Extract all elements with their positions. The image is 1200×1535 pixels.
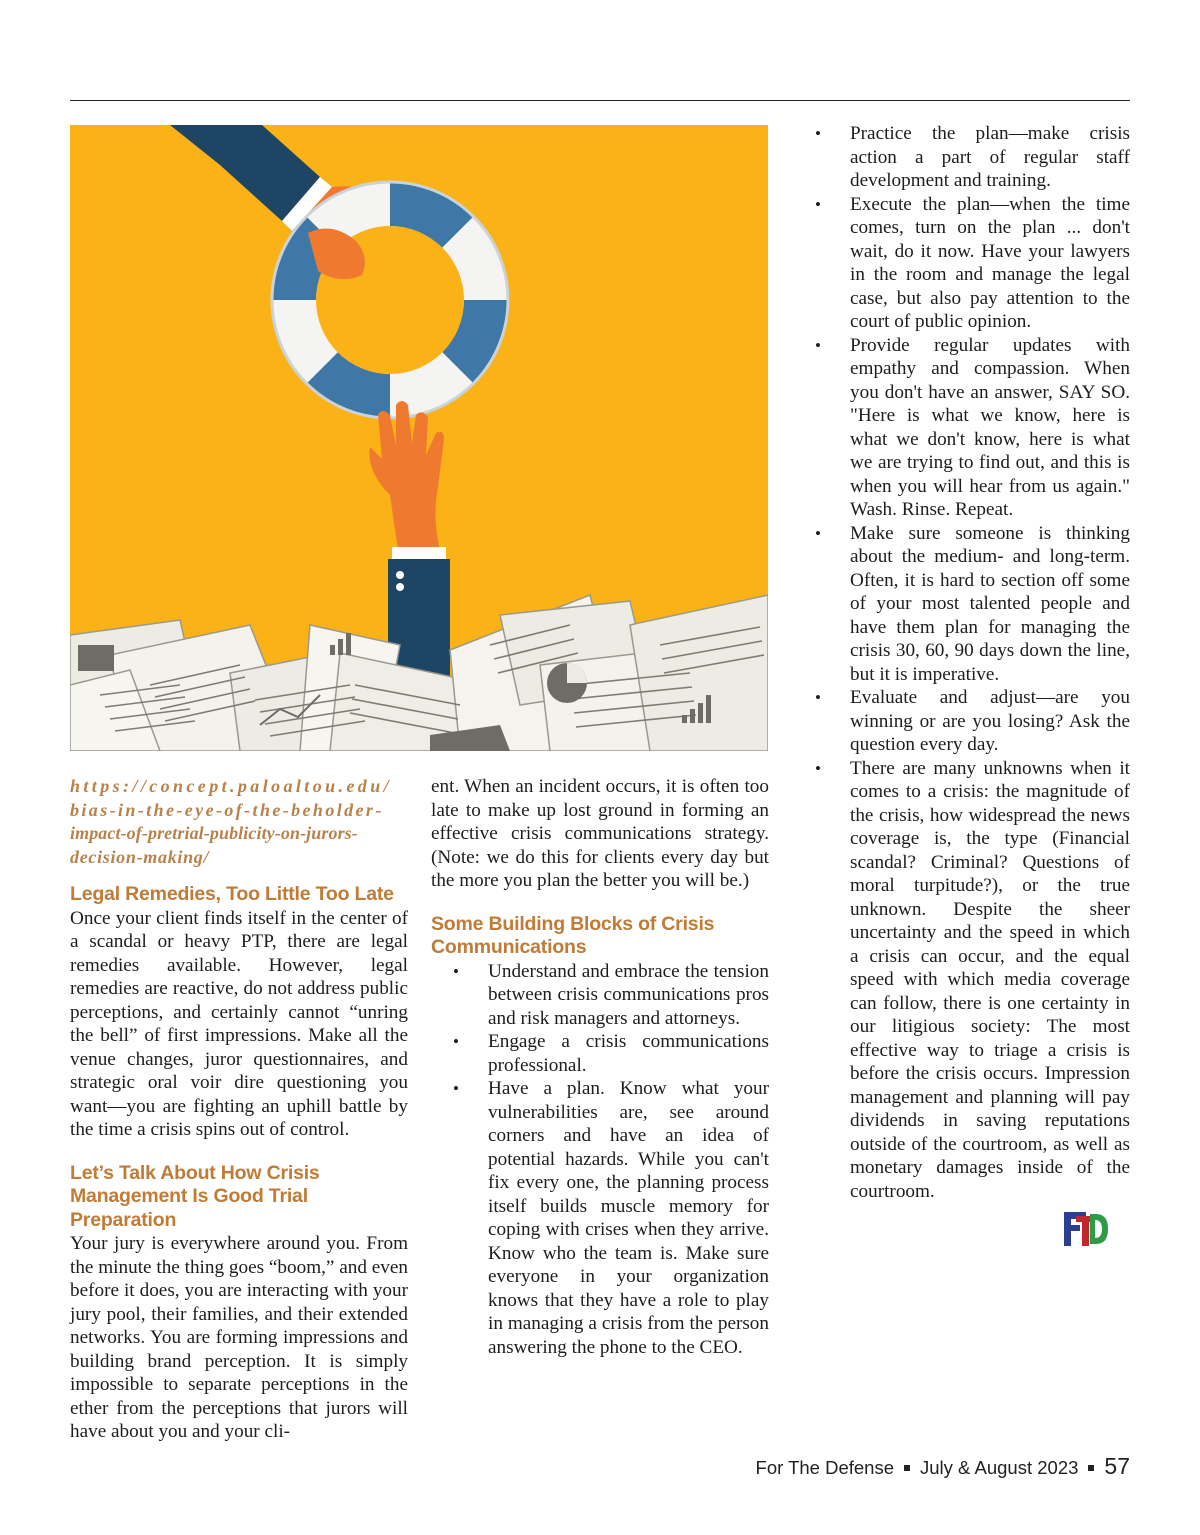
list-item: • Understand and embrace the tension between crisis communications pros and risk managers and attorneys. — [431, 960, 769, 1031]
building-blocks-list — [431, 960, 769, 1360]
url-line-4: decision-making/ — [70, 846, 210, 867]
section-heading-building-blocks: Some Building Blocks of Crisis Communications — [431, 912, 715, 958]
url-line-2: bias-in-the-eye-of-the-beholder- — [70, 799, 384, 820]
continuation-paragraph: ent. When an incident occurs, it is often too late to make up lost ground in forming an effective crisis communications strategy. (Note: we do this for clients every day but the more you plan the better you will be.) — [431, 776, 769, 891]
separator-square-icon — [904, 1465, 910, 1471]
url-line-1: https://concept.paloaltou.edu/ — [70, 776, 393, 796]
source-url[interactable] — [70, 775, 408, 869]
lifebuoy-icon — [272, 182, 508, 418]
section-heading-crisis-management: Let’s Talk About How Crisis Management Is Good Trial Preparation — [70, 1161, 320, 1231]
list-item: • There are many unknowns when it comes to a crisis: the magnitude of the crisis, how widespread the news coverage is, the type (Financial scandal? Criminal? Questions of moral turpitude?), or the true unknown. Despite the sheer uncertainty and the speed in which a crisis can occur, and the equal speed with which media coverage can follow, there is one certainty in our litigious society: The most effective way to triage a crisis is before the crisis occurs. Impression management and planning will pay dividends in saving reputations outside of the courtroom, as well as monetary damages inside of the courtroom. — [815, 757, 1130, 1204]
left-column — [70, 775, 408, 1444]
page-number: 57 — [1104, 1453, 1130, 1479]
page-footer — [756, 1453, 1130, 1480]
right-column — [815, 122, 1130, 1203]
list-item: • Evaluate and adjust—are you winning or are you losing? Ask the question every day. — [815, 686, 1130, 757]
list-item: • Engage a crisis communications professional. — [431, 1030, 769, 1077]
crisis-management-paragraph: Your jury is everywhere around you. From the minute the thing goes “boom,” and even before it does, you are interacting with your jury pool, their families, and their extended networks. You are forming impressions and building brand perception. It is simply impossible to separate perceptions in the ether from the perceptions that jurors will have about you and your cli- — [70, 1233, 408, 1442]
url-line-3: impact-of-pretrial-publicity-on-jurors- — [70, 823, 358, 843]
top-rule — [70, 100, 1130, 101]
lifebuoy-rescue-illustration — [70, 125, 768, 751]
list-item: • Have a plan. Know what your vulnerabilities are, see around corners and have an idea of potential hazards. While you can't fix every one, the planning process itself builds muscle memory for coping with crises when they arrive. Know who the team is. Make sure everyone in your organization knows that they have a role to play in managing a crisis from the person answering the phone to the CEO. — [431, 1077, 769, 1359]
publication-name: For The Defense — [755, 1457, 895, 1478]
issue-date: July & August 2023 — [920, 1457, 1079, 1478]
list-item: • Execute the plan—when the time comes, turn on the plan ... don't wait, do it now. Have your lawyers in the room and manage the legal case, but also pay attention to the court of public opinion. — [815, 193, 1130, 334]
ftd-logo-icon — [1064, 1212, 1108, 1246]
list-item: • Practice the plan—make crisis action a part of regular staff development and training. — [815, 122, 1130, 193]
list-item: • Provide regular updates with empathy and compassion. When you don't have an answer, SAY SO. "Here is what we know, here is what we don't know, here is what we are trying to find out, and this is when you will hear from us again." Wash. Rinse. Repeat. — [815, 334, 1130, 522]
building-blocks-list-continued — [815, 122, 1130, 1203]
legal-remedies-paragraph: Once your client finds itself in the center of a scandal or heavy PTP, there are legal remedies available. However, legal remedies are reactive, do not address public perceptions, and certainly cannot “unring the bell” of first impressions. Make all the venue changes, juror questionnaires, and strategic oral voir dire questioning you want—you are fighting an uphill battle by the time a crisis spins out of control. — [70, 907, 408, 1140]
middle-column — [431, 775, 769, 1359]
separator-square-icon — [1088, 1465, 1094, 1471]
list-item: • Make sure someone is thinking about the medium- and long-term. Often, it is hard to section off some of your most talented people and have them plan for managing the crisis 30, 60, 90 days down the line, but it is imperative. — [815, 522, 1130, 687]
section-heading-legal-remedies: Legal Remedies, Too Little Too Late — [70, 883, 394, 905]
